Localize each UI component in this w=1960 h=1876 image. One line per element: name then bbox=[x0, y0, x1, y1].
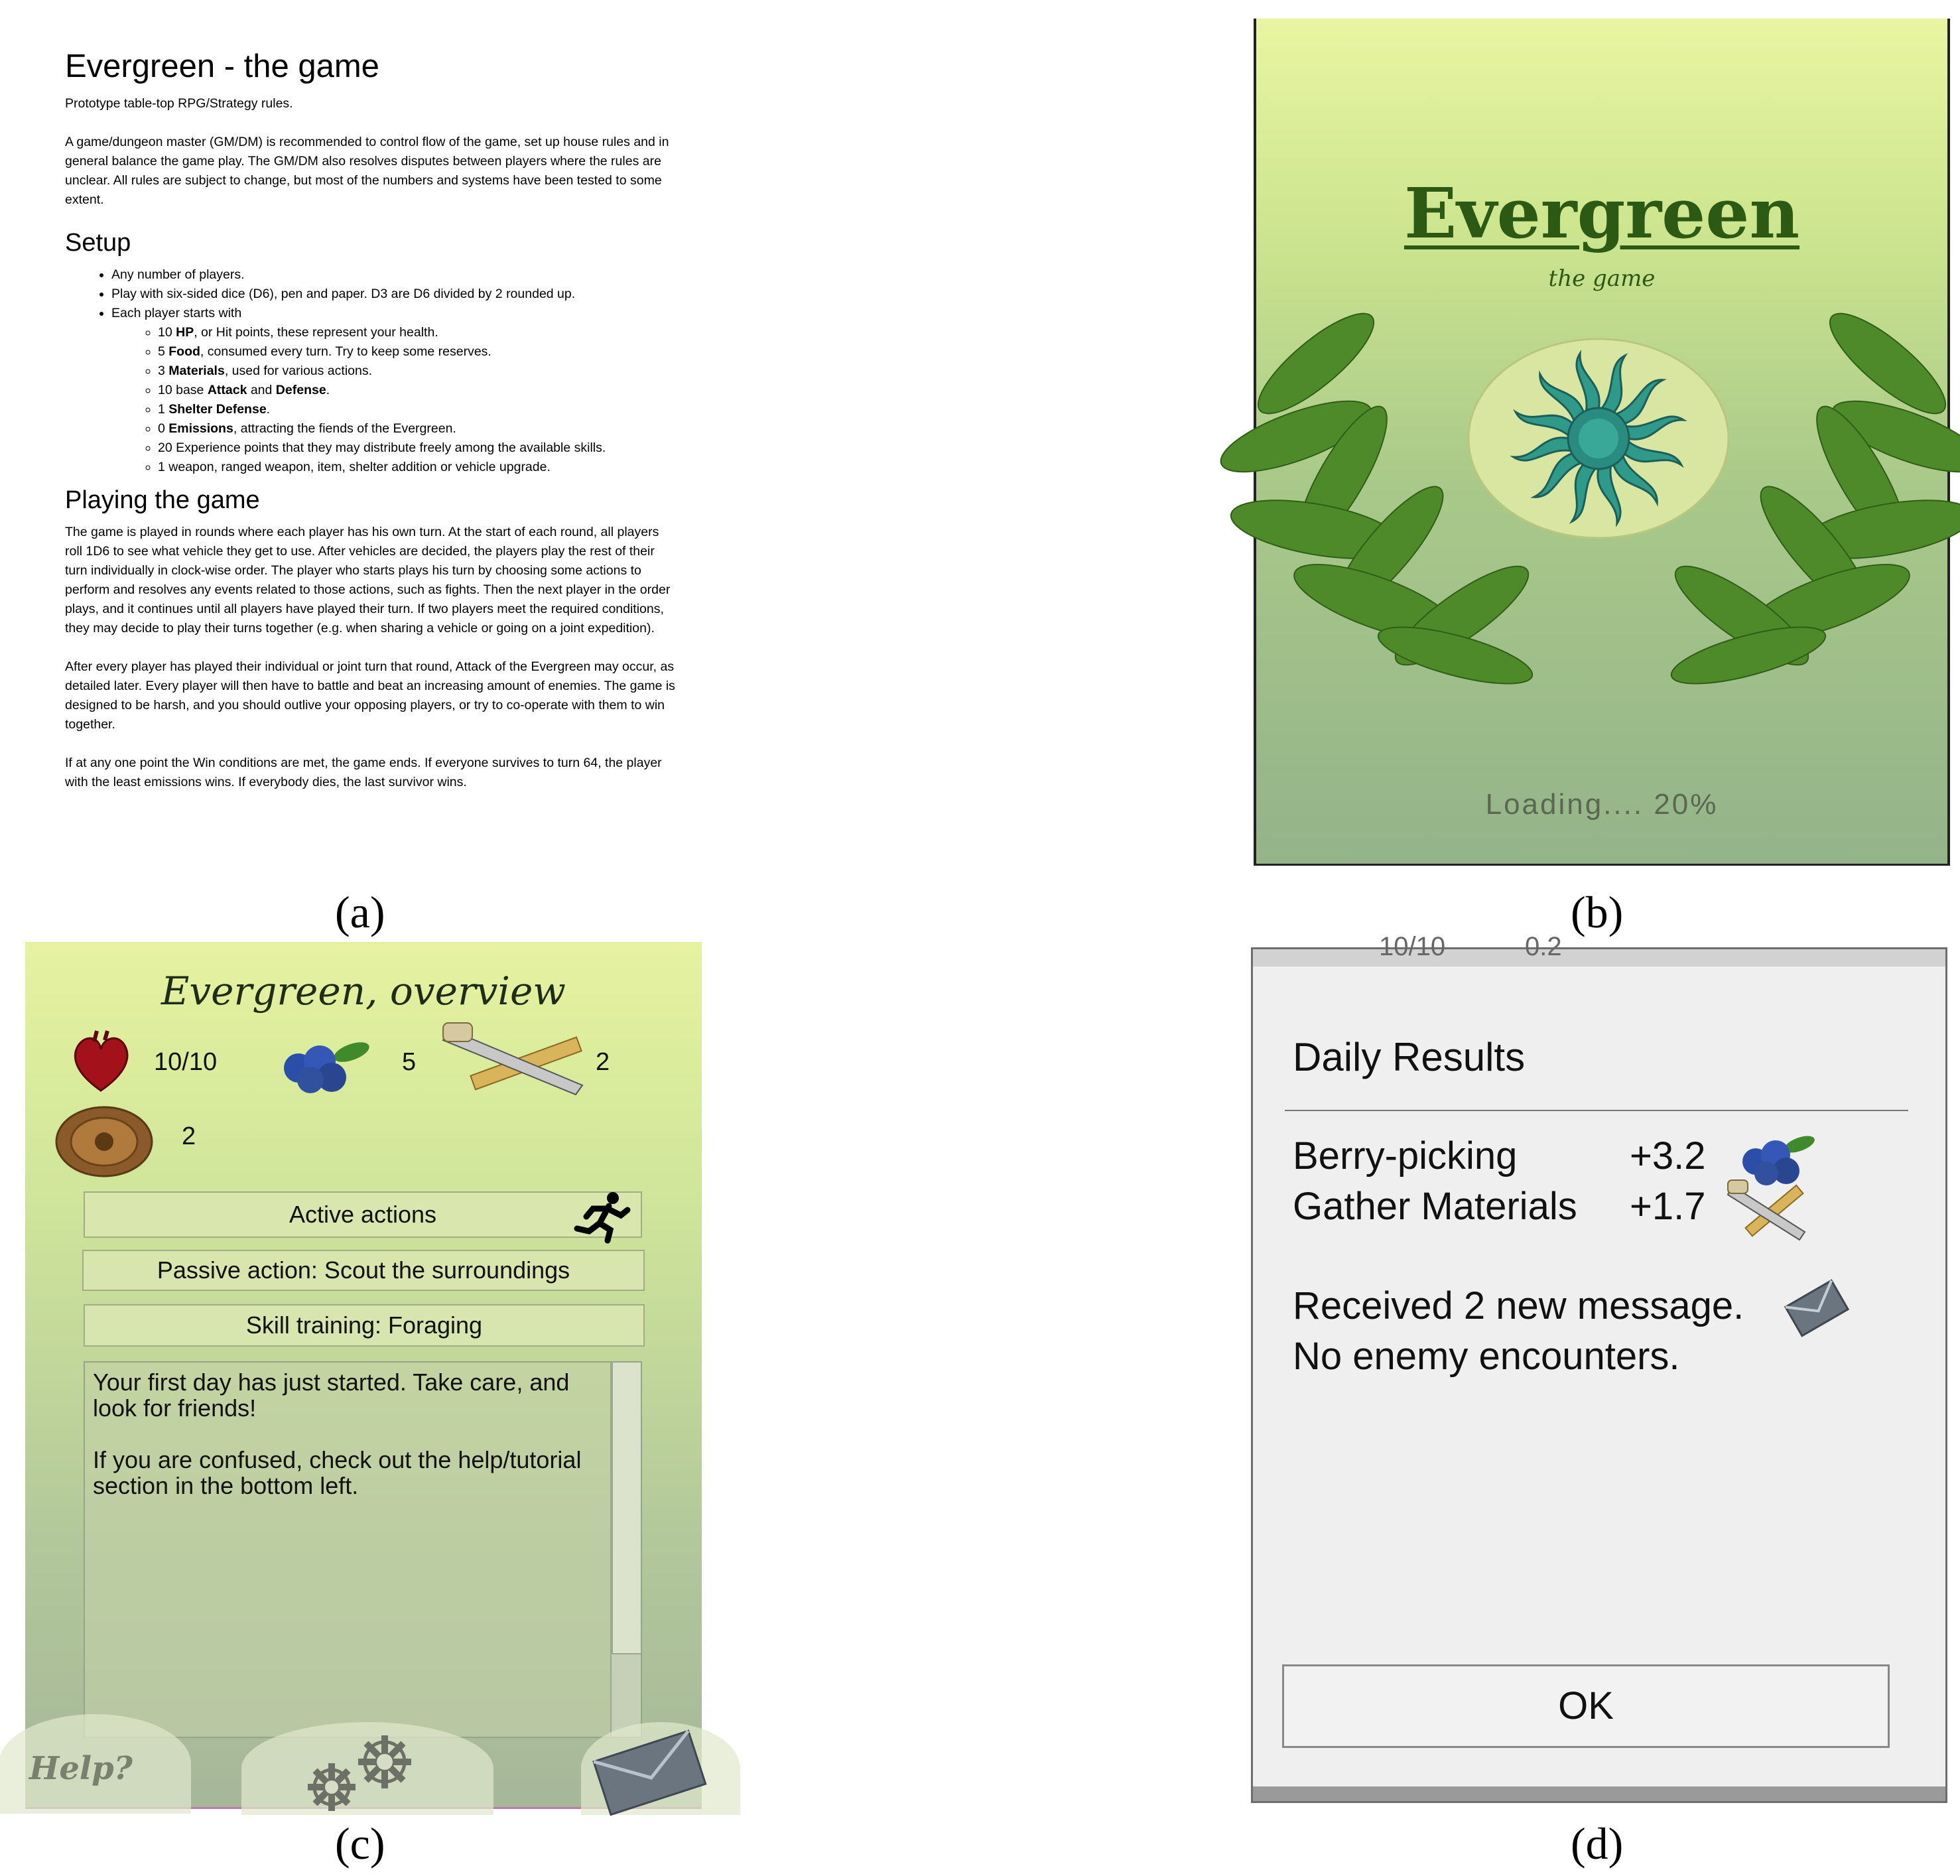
running-man-icon bbox=[570, 1190, 630, 1243]
result-label: Berry-picking bbox=[1293, 1134, 1518, 1177]
caption-d: (d) bbox=[1571, 1818, 1624, 1869]
doc-intro: A game/dungeon master (GM/DM) is recommended to control flow of the game, set up house rules and in general balance the game play. The GM/DM also resolves disputes between players where the rules are unclear. All rules are subject to change, but most of the numbers and systems have been tested to some extent. bbox=[65, 135, 669, 207]
messages-button[interactable] bbox=[581, 1722, 740, 1815]
doc-subtitle: Prototype table-top RPG/Strategy rules. bbox=[65, 96, 293, 111]
background-stats-strip bbox=[1253, 932, 1945, 967]
start-item: ◦ 10 base Attack and Defense. bbox=[158, 381, 675, 400]
setup-item: • Play with six-sided dice (D6), pen and paper. D3 are D6 divided by 2 rounded up. bbox=[111, 285, 675, 304]
ok-button[interactable]: OK bbox=[1282, 1664, 1890, 1748]
heart-icon bbox=[68, 1030, 134, 1096]
start-item: ◦ 3 Materials, used for various actions. bbox=[158, 362, 675, 381]
scrollbar-thumb[interactable] bbox=[612, 1363, 641, 1654]
event-log[interactable] bbox=[84, 1361, 642, 1738]
start-item: ◦ 0 Emissions, attracting the fiends of the Evergreen. bbox=[158, 419, 675, 438]
envelope-icon bbox=[1784, 1278, 1850, 1338]
start-item: ◦ 1 weapon, ranged weapon, item, shelter addition or vehicle upgrade. bbox=[158, 458, 675, 477]
behind-hp-value: 10/10 bbox=[1379, 932, 1446, 961]
sun-emblem-icon bbox=[1466, 336, 1731, 541]
gears-icon bbox=[279, 1727, 438, 1814]
messages-text: Received 2 new message. bbox=[1293, 1284, 1744, 1327]
shelter-value: 2 bbox=[182, 1122, 196, 1150]
play-paragraph: The game is played in rounds where each player has his own turn. At the start of each round, all players roll 1D6 to see what vehicle they get to use. After vehicles are decided, the players play the rest of their turn individually in clock-wise order. The player who starts plays his turn by choosing some actions to perform and resolves any events related to those actions, such as fights. Then the next player in the order plays, and it continues until all players have played their turn. If two players meet the required conditions, they may decide to play their turns together (e.g. when sharing a vehicle or going on a joint expedition). bbox=[65, 525, 671, 636]
setup-item: • Any number of players. bbox=[111, 265, 675, 285]
loading-screen bbox=[1254, 19, 1950, 866]
result-value: +3.2 bbox=[1630, 1134, 1706, 1177]
dialog-title: Daily Results bbox=[1293, 1035, 1526, 1079]
setup-list bbox=[65, 265, 675, 477]
result-value: +1.7 bbox=[1630, 1185, 1706, 1228]
help-button[interactable] bbox=[0, 1714, 191, 1814]
encounters-text: No enemy encounters. bbox=[1293, 1335, 1680, 1378]
envelope-icon bbox=[586, 1733, 706, 1812]
hp-value: 10/10 bbox=[154, 1048, 218, 1076]
materials-value: 2 bbox=[596, 1048, 610, 1076]
overview-title: Evergreen, overview bbox=[161, 969, 566, 1014]
setup-item-text: Each player starts with bbox=[111, 306, 242, 320]
setup-item bbox=[111, 304, 675, 477]
start-item: ◦ 5 Food, consumed every turn. Try to keep some reserves. bbox=[158, 342, 675, 362]
game-logo-title: Evergreen bbox=[1404, 172, 1800, 254]
overview-screen bbox=[25, 942, 702, 1809]
play-paragraph: After every player has played their individual or joint turn that round, Attack of the Evergreen may occur, as detailed later. Every player will then have to battle and beat an increasing amount of enemies. The game is designed to be harsh, and you should outlive your opposing players, or try to co-operate with them to win together. bbox=[65, 659, 675, 732]
start-item: ◦ 1 Shelter Defense. bbox=[158, 400, 675, 419]
caption-c: (c) bbox=[335, 1818, 385, 1869]
play-paragraph: If at any one point the Win conditions are met, the game ends. If everyone survives to turn 64, the player with the least emissions wins. If everybody dies, the last survivor wins. bbox=[65, 756, 662, 789]
caption-b: (b) bbox=[1571, 887, 1624, 937]
event-log-text: Your first day has just started. Take care, and look for friends! If you are confused, check out the help/tutorial section in the bottom left. bbox=[93, 1369, 582, 1499]
game-logo-subtitle: the game bbox=[1548, 265, 1656, 292]
start-item: ◦ 20 Experience points that they may distribute freely among the available skills. bbox=[158, 438, 675, 458]
dialog-bottom-edge bbox=[1253, 1786, 1945, 1801]
help-label: Help? bbox=[29, 1750, 133, 1787]
daily-results-dialog bbox=[1251, 932, 1947, 1803]
settings-button[interactable] bbox=[241, 1722, 493, 1815]
saw-plank-icon bbox=[443, 1020, 602, 1100]
skill-training-button[interactable]: Skill training: Foraging bbox=[84, 1304, 645, 1347]
setup-heading: Setup bbox=[65, 229, 131, 257]
shield-icon bbox=[54, 1105, 154, 1178]
blueberry-icon bbox=[272, 1035, 371, 1095]
start-item: ◦ 10 HP, or Hit points, these represent your health. bbox=[158, 323, 675, 342]
saw-plank-icon bbox=[1728, 1179, 1814, 1242]
rules-document bbox=[65, 48, 675, 811]
behind-stat-value: 0.2 bbox=[1525, 932, 1562, 961]
active-actions-button[interactable] bbox=[84, 1191, 642, 1238]
active-actions-label: Active actions bbox=[289, 1201, 437, 1228]
loading-status: Loading.... 20% bbox=[1485, 788, 1719, 821]
passive-action-button[interactable]: Passive action: Scout the surroundings bbox=[82, 1250, 645, 1291]
title-divider bbox=[1285, 1110, 1908, 1111]
food-value: 5 bbox=[402, 1048, 417, 1076]
doc-title: Evergreen - the game bbox=[65, 48, 379, 84]
start-items-list bbox=[111, 323, 675, 477]
result-label: Gather Materials bbox=[1293, 1185, 1577, 1228]
play-heading: Playing the game bbox=[65, 486, 260, 514]
caption-a: (a) bbox=[335, 887, 385, 937]
